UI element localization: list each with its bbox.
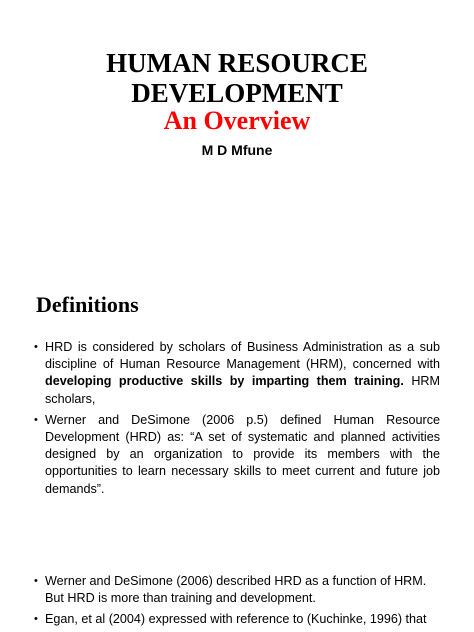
definitions-slide (0, 250, 474, 550)
list-item (36, 339, 440, 408)
title-slide (0, 0, 474, 250)
bullet-icon: • (34, 613, 38, 626)
bullet-text: Werner and DeSimone (2006) described HRD as a function of HRM. But HRD is more than training and development. (45, 574, 427, 606)
list-item (36, 611, 440, 628)
bullet-text: Egan, et al (2004) expressed with reference to (Kuchinke, 1996) that (45, 612, 427, 627)
bullet-text-tail: HRM scholars, (45, 374, 441, 406)
title-line-1: HUMAN RESOURCE (106, 48, 368, 78)
bullet-icon: • (34, 413, 38, 426)
section-heading: Definitions (36, 292, 139, 317)
definitions-bullet-list (36, 339, 440, 502)
list-item (36, 412, 440, 498)
bullet-bold-text: developing productive skills by imparting them training. (45, 374, 404, 389)
list-item (36, 573, 440, 607)
bullet-icon: • (34, 341, 38, 353)
bullet-text: Werner and DeSimone (2006 p.5) defined Human Resource Development (HRD) as: “A set of systematic and planned activities designed by an organization to provide its members with the opportunities to learn necessary skills to meet current and future job demands”. (45, 412, 440, 496)
bullet-icon: • (34, 575, 38, 587)
continuation-bullet-list (36, 573, 440, 632)
bullet-text: HRD is considered by scholars of Business Administration as a sub discipline of Human Resource Management (HRM), concerned with (45, 340, 440, 372)
author-name: M D Mfune (201, 142, 273, 158)
continuation-slide (0, 550, 474, 632)
title-line-2: DEVELOPMENT (131, 78, 343, 108)
subtitle: An Overview (163, 106, 311, 135)
